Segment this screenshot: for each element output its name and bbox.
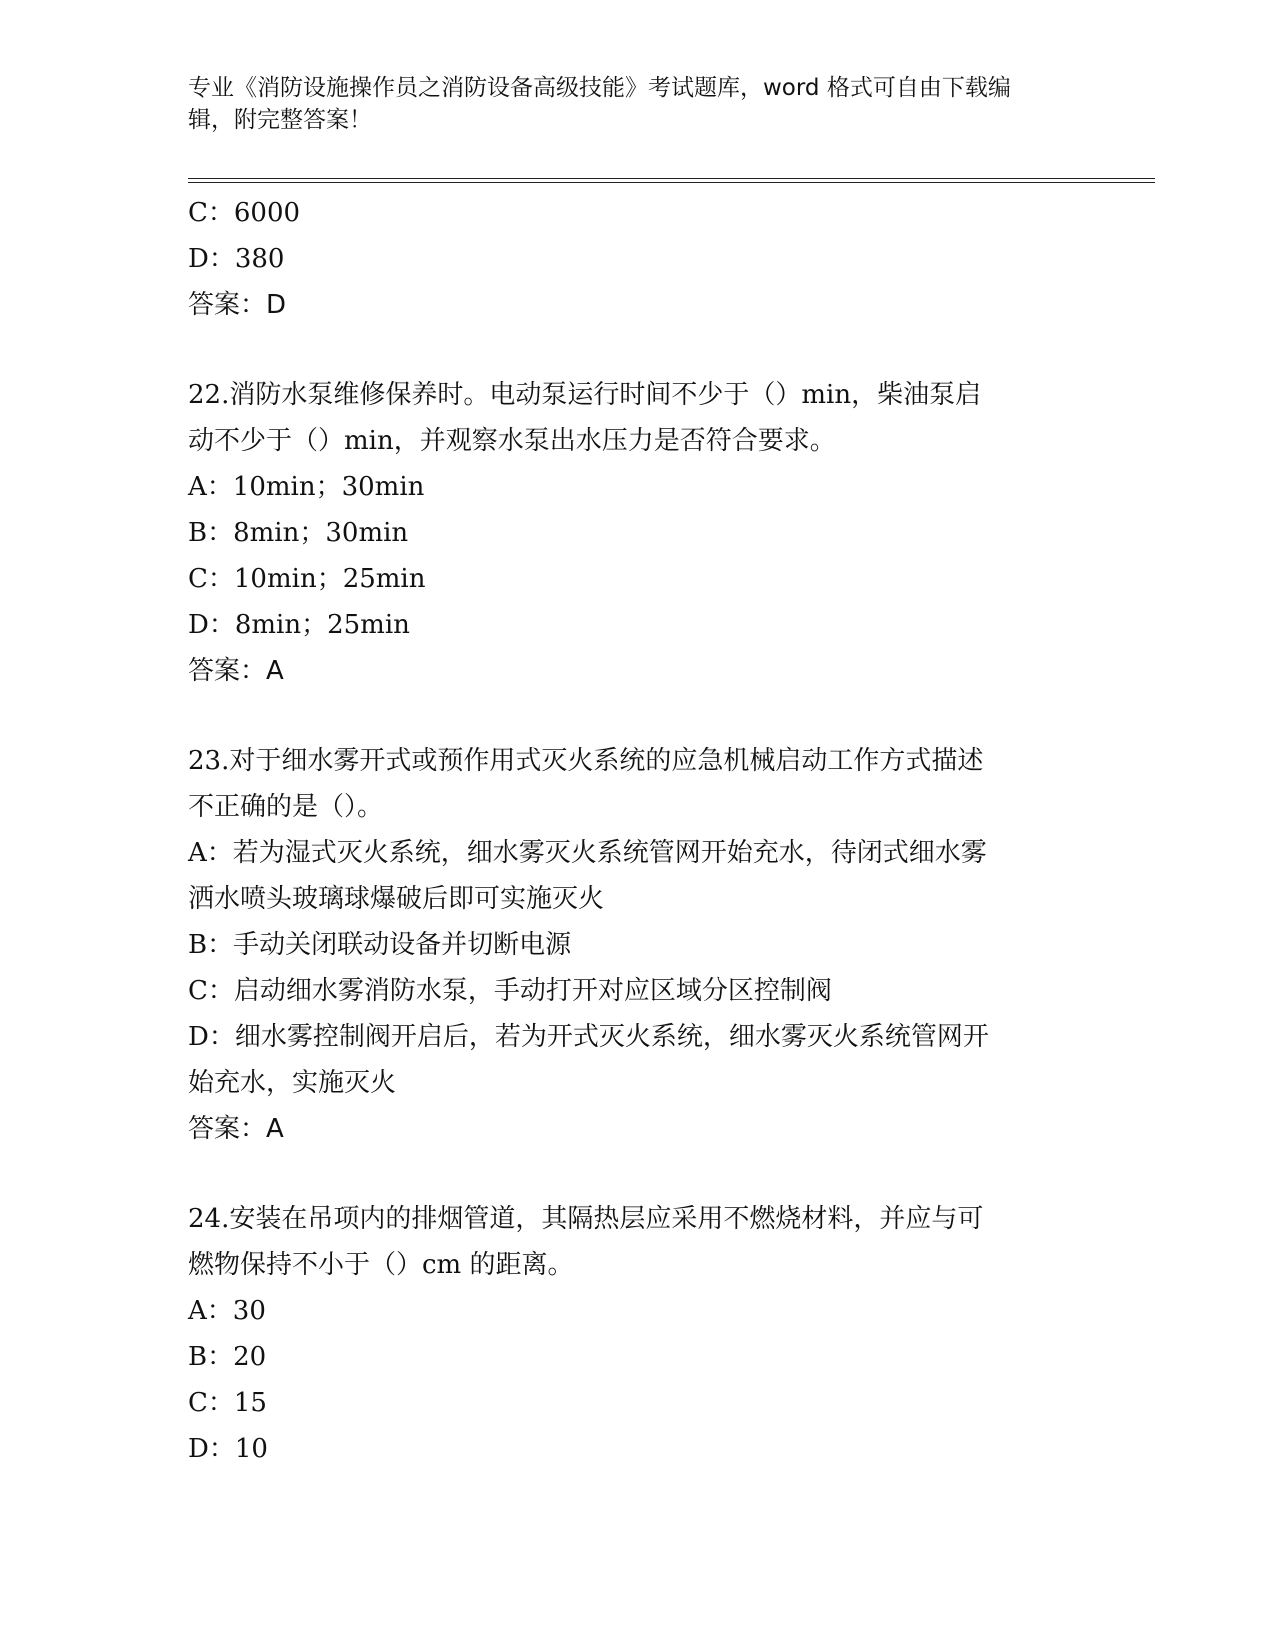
option-b: B：手动关闭联动设备并切断电源 <box>188 930 572 960</box>
option-c: C：启动细水雾消防水泵，手动打开对应区域分区控制阀 <box>188 976 832 1006</box>
option-d: D：8min；25min <box>188 610 410 640</box>
question-text: 动不少于（）min，并观察水泵出水压力是否符合要求。 <box>188 426 836 456</box>
option-d: D：380 <box>188 244 285 274</box>
question-text: 燃物保持不小于（）cm 的距离。 <box>188 1250 574 1280</box>
header-line-1: 专业《消防设施操作员之消防设备高级技能》考试题库，word 格式可自由下载编 <box>188 75 1011 101</box>
spacer <box>188 694 1088 738</box>
option-a: A：若为湿式灭火系统，细水雾灭火系统管网开始充水，待闭式细水雾 <box>188 838 987 868</box>
question-text: 23.对于细水雾开式或预作用式灭火系统的应急机械启动工作方式描述 <box>188 746 984 776</box>
option-a-continued: 洒水喷头玻璃球爆破后即可实施灭火 <box>188 884 605 914</box>
question-24 <box>188 1196 1088 1472</box>
answer-line: 答案：A <box>188 1114 284 1144</box>
question-text: 22.消防水泵维修保养时。电动泵运行时间不少于（）min，柴油泵启 <box>188 380 982 410</box>
option-c: C：15 <box>188 1388 267 1418</box>
option-b: B：8min；30min <box>188 518 409 548</box>
option-d: D：10 <box>188 1434 268 1464</box>
spacer <box>188 328 1088 372</box>
answer-line: 答案：A <box>188 656 284 686</box>
option-c: C：10min；25min <box>188 564 426 594</box>
question-text: 不正确的是（）。 <box>188 792 384 822</box>
question-text: 24.安装在吊项内的排烟管道，其隔热层应采用不燃烧材料，并应与可 <box>188 1204 984 1234</box>
option-d: D：细水雾控制阀开启后，若为开式灭火系统，细水雾灭火系统管网开 <box>188 1022 989 1052</box>
option-a: A：30 <box>188 1296 266 1326</box>
page-header <box>188 72 1088 136</box>
header-line-2: 辑，附完整答案！ <box>188 107 372 133</box>
option-c: C：6000 <box>188 198 301 228</box>
question-23 <box>188 738 1088 1152</box>
option-d-continued: 始充水，实施灭火 <box>188 1068 397 1098</box>
header-divider <box>188 178 1155 183</box>
previous-question-tail <box>188 190 1088 328</box>
option-b: B：20 <box>188 1342 267 1372</box>
spacer <box>188 1152 1088 1196</box>
question-22 <box>188 372 1088 694</box>
document-body <box>188 190 1088 1472</box>
option-a: A：10min；30min <box>188 472 425 502</box>
answer-line: 答案：D <box>188 290 287 320</box>
